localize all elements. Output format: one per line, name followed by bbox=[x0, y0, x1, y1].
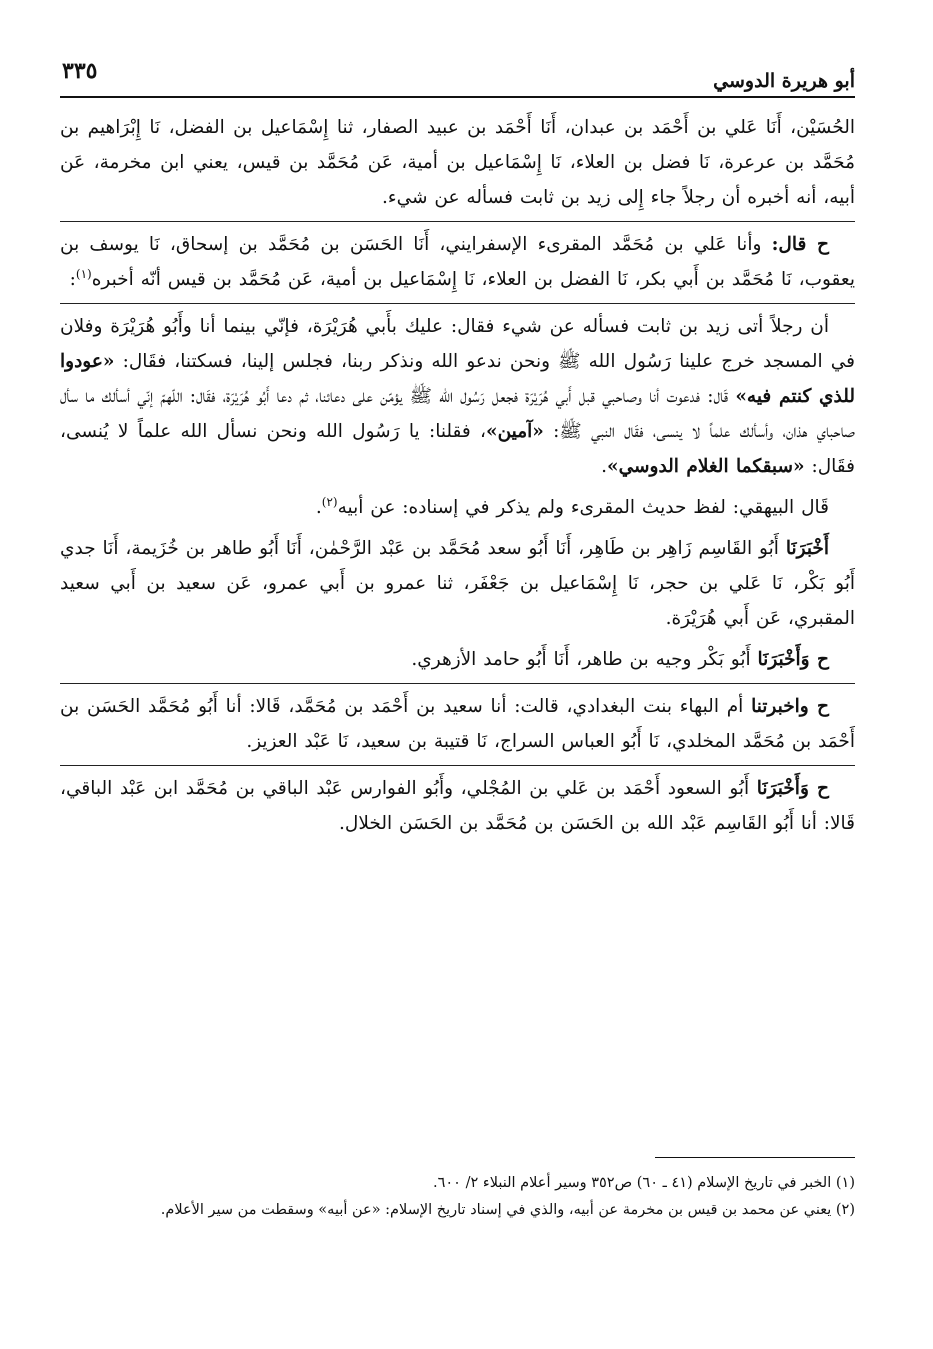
body-text: وأنا عَلي بن مُحَمَّد المقرىء الإسفرايني، أَنَا الحَسَن بن مُحَمَّد بن إسحاق، نَا يوسف بن يعقوب، نَا مُحَمَّد بن أَبي بكر، نَا الفضل بن العلاء، نَا إِسْمَاعيل بن أمية، عَن مُحَمَّد بن قيس أنّه أخبره bbox=[60, 234, 855, 290]
body-text: الحُسَيْن، أَنَا عَلي بن أَحْمَد بن عبدان، أَنَا أَحْمَد بن عبيد الصفار، ثنا إِسْمَاعيل بن الفضل، نَا إِبْرَاهيم بن مُحَمَّد بن عرعرة، نَا فضل بن العلاء، نَا إِسْمَاعيل بن أمية، عَن مُحَمَّد بن قيس، يعني ابن مخرمة، عَن أبيه، أنه أخبره أن رجلاً جاء إِلى زيد بن ثابت فسأله عن شيء. bbox=[60, 117, 855, 208]
keyword-text: ح وَأَخْبَرَنَا bbox=[757, 649, 829, 670]
footnote: (١) الخبر في تاريخ الإسلام (٤١ ـ ٦٠) ص٣٥٢ وسير أعلام النبلاء ٢/ ٦٠٠. bbox=[433, 1175, 855, 1191]
body-text: . bbox=[315, 497, 322, 518]
paragraph bbox=[60, 490, 855, 531]
keyword-text: ح قال: bbox=[771, 234, 829, 255]
paragraph bbox=[60, 110, 855, 221]
footnote-divider bbox=[655, 1157, 855, 1158]
running-title: أبو هريرة الدوسي bbox=[713, 70, 855, 92]
body-text: أَبُو السعود أَحْمَد بن عَلي بن المُجْلي، وأَبُو الفوارس عَبْد الباقي بن مُحَمَّد ابن عَبْد الباقي، قَالا: أنا أَبُو القَاسِم عَبْد الله بن الحَسَن بن مُحَمَّد بن الحَسَن الخلال. bbox=[60, 778, 855, 834]
body-text: أم البهاء بنت البغدادي، قالت: أنا سعيد بن أَحْمَد بن مُحَمَّد، قَالا: أنا أَبُو مُحَمَّد الحَسَن بن أَحْمَد بن مُحَمَّد المخلدي، نَا أَبُو العباس السراج، نَا قتيبة بن سعيد، نَا عَبْد العزيز. bbox=[60, 696, 855, 752]
body-text: قَال: فدعوت أنا وصاحبي قبل أَبي هُرَيْرَة فجعل رَسُول الله ﷺ يؤمّن على دعائنا، ثم دعا أَبُو هُرَيْرَة، فقَال: اللّهمّ إنّي أسألك ما سأل صاحباي هذان، وأسألك علماً لا ينسى، فقَال النبي ﷺ: bbox=[60, 386, 855, 442]
paragraph bbox=[60, 221, 855, 303]
paragraph bbox=[60, 531, 855, 642]
body-text: أن رجلاً أتى زيد بن ثابت فسأله عن شيء فقال: عليك بأَبي هُرَيْرَة، فإنّي بينما أنا وأَبُو هُرَيْرَة وفلان في المسجد خرج علينا رَسُول الله ﷺ ونحن ندعو الله ونذكر ربنا، فجلس إلينا، فسكتنا، فقَال: bbox=[60, 316, 855, 372]
page-number: ٣٣٥ bbox=[62, 58, 98, 84]
keyword-text: «آمين» bbox=[486, 421, 544, 442]
paragraph bbox=[60, 683, 855, 765]
keyword-text: ح واخبرتنا bbox=[751, 696, 829, 717]
paragraph bbox=[60, 303, 855, 490]
body-text: أَبُو القَاسِم زَاهِر بن طَاهِر، أَنَا أَبُو سعد مُحَمَّد بن عَبْد الرَّحْمٰن، أَنَا أَبُو طاهر بن خُزَيمة، أَنَا جدي أَبُو بَكْر، نَا عَلي بن حجر، نَا إِسْمَاعيل بن جَعْفَر، ثنا عمرو بن أَبي عمرو، عَن سعيد بن أَبي سعيد المقبري، عَن أَبي هُرَيْرَة. bbox=[60, 538, 855, 629]
keyword-text: ح وَأَخْبَرَنَا bbox=[756, 778, 829, 799]
paragraph bbox=[60, 642, 855, 683]
body-text: . bbox=[601, 456, 608, 477]
keyword-text: أَخْبَرَنَا bbox=[785, 538, 829, 559]
keyword-text: «عودوا للذي كنتم فيه» bbox=[60, 351, 855, 407]
body-text: ، فقلنا: يا رَسُول الله ونحن نسأل الله علماً لا يُنسى، فقَال: bbox=[60, 421, 855, 477]
footnotes bbox=[60, 1157, 855, 1224]
body-text: قَال البيهقي: لفظ حديث المقرىء ولم يذكر في إسناده: عن أبيه bbox=[337, 497, 829, 518]
body-text: : bbox=[69, 269, 76, 290]
footnote-ref: (١) bbox=[75, 266, 92, 281]
footnote: (٢) يعني عن محمد بن قيس بن مخرمة عن أبيه، والذي في إسناد تاريخ الإسلام: «عن أبيه» وسقطت من سير الأعلام. bbox=[160, 1202, 855, 1218]
keyword-text: «سبقكما الغلام الدوسي» bbox=[607, 456, 805, 477]
page-header bbox=[60, 52, 855, 98]
book-page bbox=[60, 52, 855, 1332]
main-text bbox=[60, 110, 855, 847]
body-text: أَبُو بَكْر وجيه بن طاهر، أَنَا أَبُو حامد الأزهري. bbox=[411, 649, 758, 670]
footnote-ref: (٢) bbox=[321, 494, 338, 509]
paragraph bbox=[60, 765, 855, 847]
